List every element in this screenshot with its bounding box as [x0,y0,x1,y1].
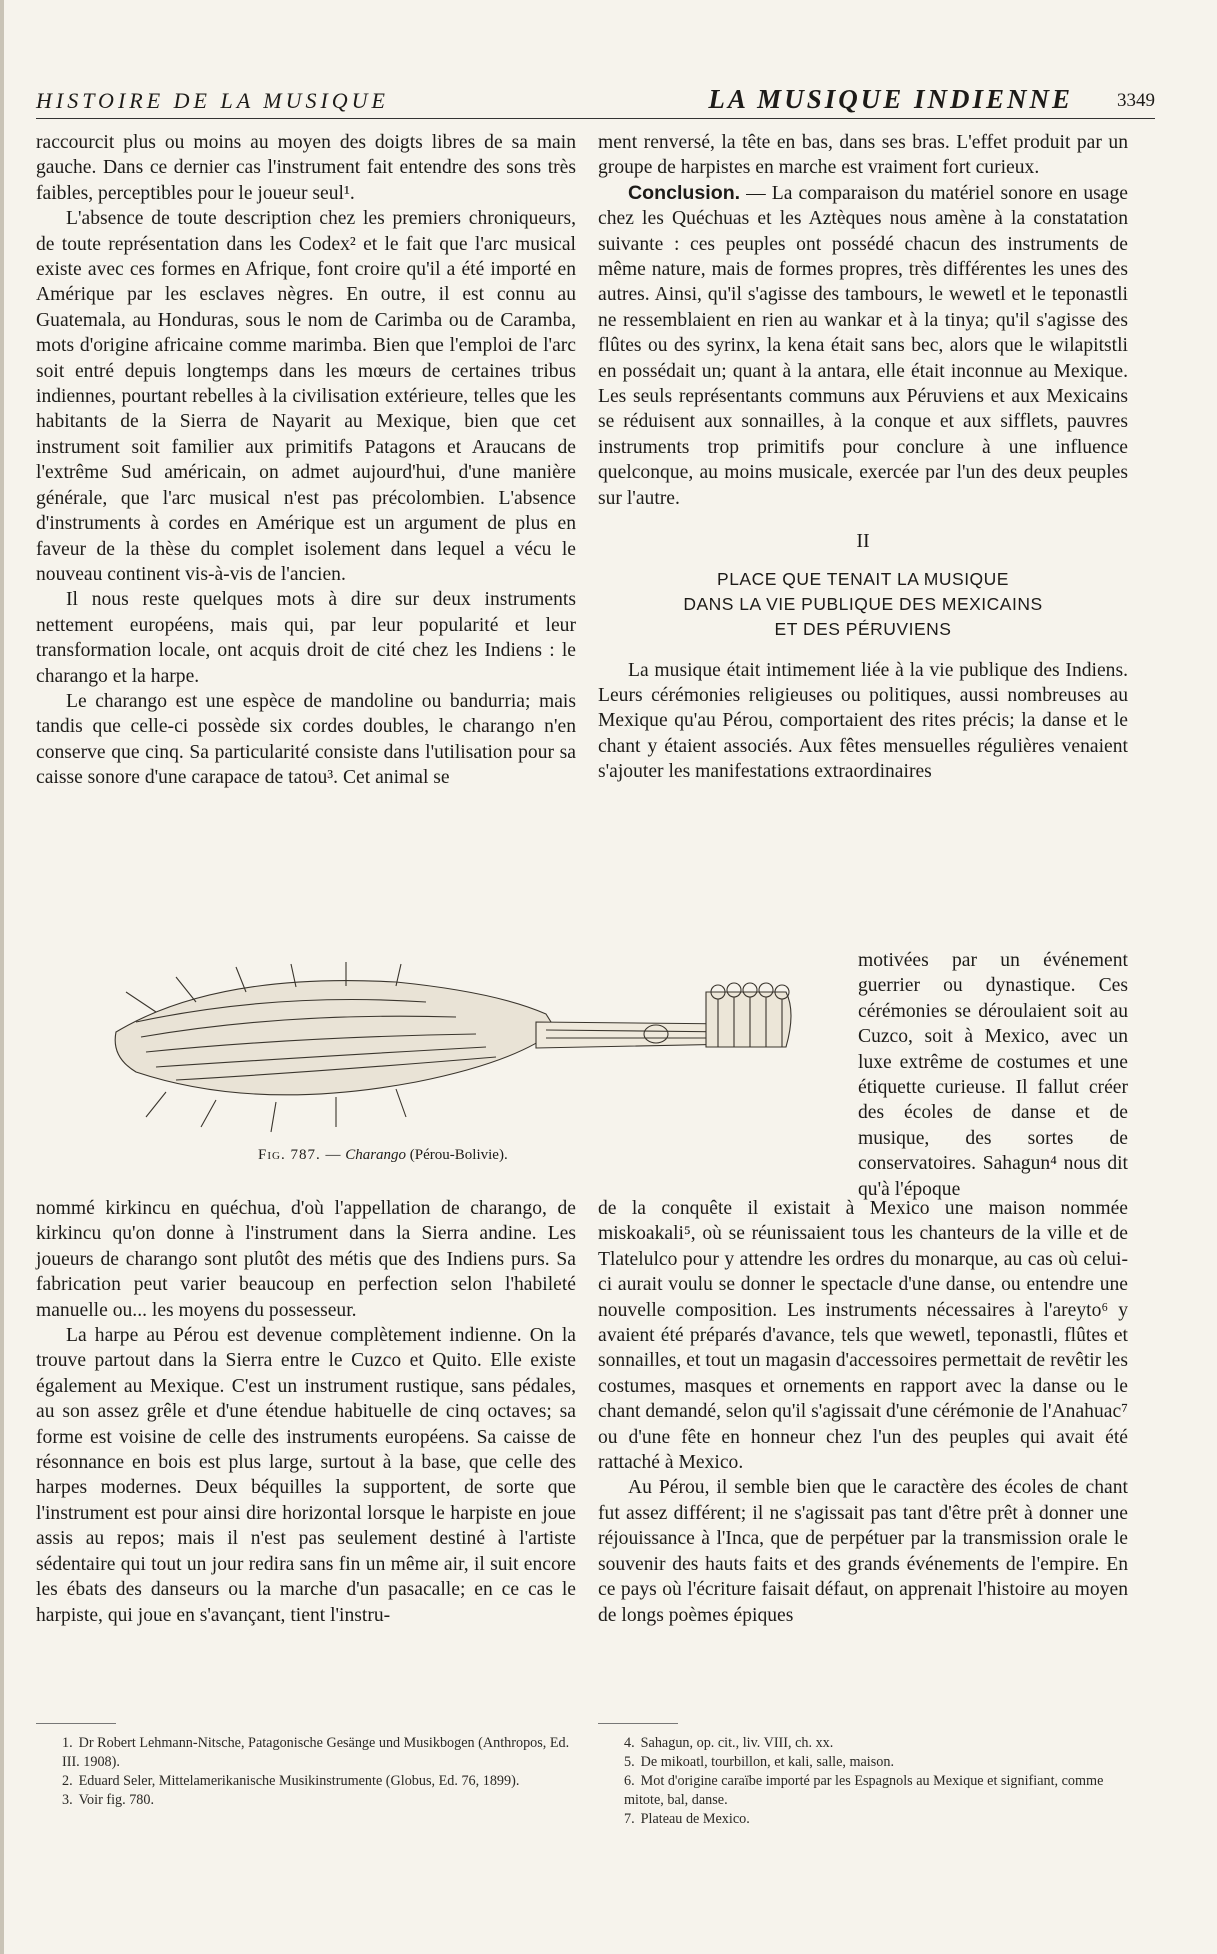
footnotes-right [598,1734,1128,1829]
charango-body [115,981,556,1095]
footnote [62,1734,576,1772]
footnote [624,1753,1128,1772]
figure-charango [36,952,842,1152]
figure-number: Fig. 787. — [258,1147,342,1163]
paragraph: raccourcit plus ou moins au moyen des doigts libres de sa main gauche. Dans ce dernier cas l'instrument fait entendre des sons très faibles, perceptibles pour le joueur seul¹. [36,132,576,204]
left-column [36,130,576,791]
figure-title: Charango [345,1147,407,1163]
footnote-number: 5. [624,1754,635,1770]
right-column-lower [598,1196,1128,1628]
section-number: II [856,530,870,553]
footnote-number: 1. [62,1735,73,1751]
section-title-line: ET DES PÉRUVIENS [774,618,952,639]
paragraph: La harpe au Pérou est devenue complètement indienne. On la trouve partout dans la Sierra entre le Cuzco et Quito. Elle existe également au Mexique. C'est un instrument rustique, sans pédales, au son assez grêle et d'une étendue habituelle de cinq octaves; sa forme est voisine de celle des instruments européens. Sa caisse de résonnance en bois est plus large, surtout à la base, que celle des harpes modernes. Deux béquilles la supportent, de sorte que l'instrument est pour ainsi dire horizontal lorsque le harpiste en joue assis au repos; mais il n'est pas seulement destiné à l'artiste sédentaire qui tout un jour redira sans fin un même air, il suit encore les ébats des danseurs ou la marche d'un pasacalle; en ce cas le harpiste, qui joue en s'avançant, tient l'instru- [36,1325,576,1626]
footnotes-left [36,1734,576,1810]
figure-caption [258,1147,508,1164]
page-edge [0,0,4,1954]
paragraph: ment renversé, la tête en bas, dans ses bras. L'effet produit par un groupe de harpistes en marche est vraiment fort curieux. [598,132,1128,179]
header-rule [36,118,1155,119]
paragraph: La musique était intimement liée à la vie publique des Indiens. Leurs cérémonies religieuses ou politiques, aussi nombreuses au Mexique qu'au Pérou, comportaient des rites précis; la danse et le chant y étaient associés. Aux fêtes mensuelles régulières venaient s'ajouter les manifestations extraordinaires [598,659,1128,783]
paragraph: Au Pérou, il semble bien que le caractère des écoles de chant fut assez différent; il ne s'agissait pas tant d'être prêt à donner une réjouissance à l'Inca, que de perpétuer par la transmission orale le souvenir des hauts faits et des grands événements de l'empire. En ce pays où l'écriture faisait défaut, on apprenait l'histoire au moyen de longs poèmes épiques [598,1477,1128,1626]
footnote-number: 4. [624,1735,635,1751]
paragraph: de la conquête il existait à Mexico une maison nommée miskoakali⁵, où se réunissaient tous les chanteurs de la ville et de Tlatelulco pour y attendre les ordres du monarque, au cas où celui-ci aurait voulu se donner le spectacle d'une danse, ou entendre une nouvelle composition. Les instruments nécessaires à l'areyto⁶ y avaient été préparés d'avance, tels que wewetl, teponastli, flûtes et sonnailles, et tout un magasin d'accessoires permettait de revêtir les costumes, masques et ornements en rapport avec la danse ou le chant demandé, selon qu'il s'agissait d'une cérémonie de l'Anahuac⁷ ou d'une fête en honneur chez l'un des peuples qui avait été rattaché à Mexico. [598,1198,1128,1474]
wrapped-text: motivées par un événement guerrier ou dynastique. Ces cérémonies se déroulaient soit au Cuzco, soit à Mexico, avec un luxe extrême de costumes et une étiquette curieuse. Il fallut créer des écoles de danse et de musique, des sortes de conservatoires. Sahagun⁴ nous dit qu'à l'époque [858,950,1128,1200]
footnote-number: 2. [62,1773,73,1789]
footnote [62,1772,576,1791]
footnote-text: Dr Robert Lehmann-Nitsche, Patagonische Gesänge und Musikbogen (Anthropos, Ed. III. 1908). [62,1735,570,1770]
charango-head [706,992,791,1047]
paragraph: nommé kirkincu en quéchua, d'où l'appellation de charango, de kirkincu qu'on donne à l'instrument dans la Sierra andine. Les joueurs de charango sont plutôt des métis que des Indiens purs. Sa fabrication peut varier beaucoup en perfection selon l'habileté manuelle ou... les moyens du possesseur. [36,1198,576,1321]
footnote-text: Sahagun, op. cit., liv. VIII, ch. xx. [640,1735,834,1751]
footnote [624,1734,1128,1753]
footnote-text: Mot d'origine caraïbe importé par les Espagnols au Mexique et signifiant, comme mitote, bal, danse. [624,1773,1104,1808]
footnote-number: 6. [624,1773,635,1789]
conclusion-lead: Conclusion. [628,181,741,204]
right-column [598,130,1128,785]
footnote-text: De mikoatl, tourbillon, et kali, salle, maison. [640,1754,894,1770]
paragraph: L'absence de toute description chez les premiers chroniqueurs, de toute représentation dans les Codex² et le fait que l'arc musical existe avec ces formes en Afrique, font croire qu'il a été importé en Amérique par les esclaves nègres. En outre, il est connu au Guatemala, au Honduras, sous le nom de Carimba ou de Caramba, mots d'origine africaine comme marimba. Bien que l'emploi de l'arc soit entré depuis longtemps dans les mœurs de certaines tribus indiennes, pourtant rebelles à la civilisation extérieure, telles que les habitants de la Sierra de Nayarit au Mexique, bien que cet instrument soit familier aux primitifs Patagons et Araucans de l'extrême Sud américain, on admet aujourd'hui, d'une manière générale, que l'arc musical n'est pas précolombien. L'absence d'instruments à cordes en Amérique est un argument de plus en faveur de la thèse du complet isolement dans lequel a vécu le nouveau continent vis-à-vis de l'ancien. [36,208,576,585]
footnote [624,1810,1128,1829]
paragraph [598,181,1128,511]
footnote [624,1772,1128,1810]
footnote-rule [36,1723,116,1724]
section-title-line: PLACE QUE TENAIT LA MUSIQUE [717,568,1009,589]
footnote-text: Eduard Seler, Mittelamerikanische Musikinstrumente (Globus, Ed. 76, 1899). [78,1773,520,1789]
footnote-number: 3. [62,1792,73,1808]
section-title-line: DANS LA VIE PUBLIQUE DES MEXICAINS [683,593,1043,614]
left-column-lower [36,1196,576,1628]
paragraph: Le charango est une espèce de mandoline ou bandurria; mais tandis que celle-ci possède six cordes doubles, le charango n'en conserve que cinq. Sa particularité consiste dans l'utilisation pour sa caisse sonore d'une carapace de tatou³. Cet animal se [36,690,576,789]
footnote-text: Voir fig. 780. [78,1792,155,1808]
footnote-rule [598,1723,678,1724]
footnote-number: 7. [624,1811,635,1827]
charango-illustration [96,952,816,1142]
conclusion-text: — La comparaison du matériel sonore en usage chez les Quéchuas et les Aztèques nous amène à la constatation suivante : ces peuples ont possédé chacun des instruments de même nature, mais de formes propres, très différentes les unes des autres. Ainsi, qu'il s'agisse des tambours, le wewetl et le teponastli ne ressemblaient en rien au wankar et à la tinya; qu'il s'agisse des flûtes ou des syrinx, la kena était sans bec, alors que le wilapitstli en possédait un; quant à la antara, elle était inconnue au Mexique. Les seuls représentants communs aux Péruviens et aux Mexicains se réduisent aux sonnailles, à la conque et aux sifflets, pauvres instruments trop primitifs pour conclure à une influence quelconque, au moins musicale, exercée par l'un des deux peuples sur l'autre. [598,182,1128,509]
footnote [62,1791,576,1810]
footnote-text: Plateau de Mexico. [640,1811,750,1827]
header-left-title: HISTOIRE DE LA MUSIQUE [36,88,389,113]
figure-origin: (Pérou-Bolivie). [409,1147,508,1163]
section-title [598,567,1128,642]
header-right-title: LA MUSIQUE INDIENNE [708,84,1073,114]
page-number: 3349 [1117,90,1155,111]
paragraph: Il nous reste quelques mots à dire sur deux instruments nettement européens, mais qui, par leur popularité et leur transformation locale, ont acquis droit de cité chez les Indiens : le charango et la harpe. [36,589,576,687]
running-head [36,84,1155,118]
